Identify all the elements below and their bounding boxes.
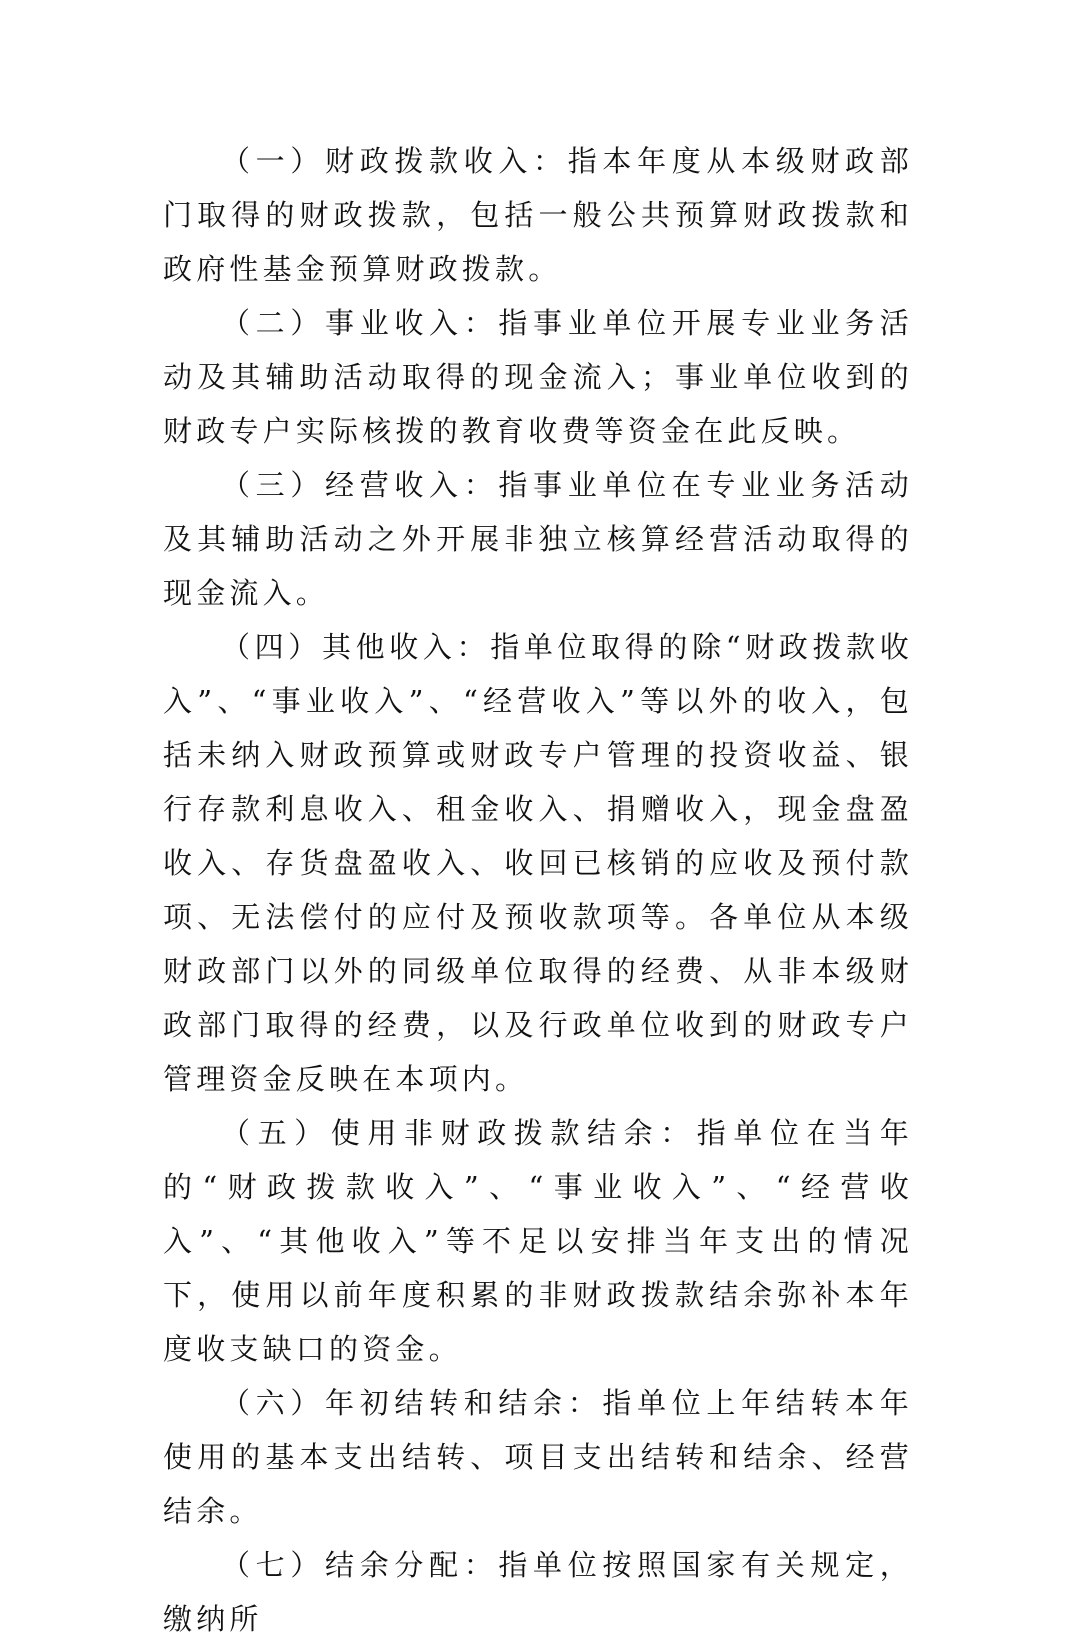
paragraph-business-income: （二）事业收入：指事业单位开展专业业务活动及其辅助活动取得的现金流入；事业单位收到的财政专户实际核拨的教育收费等资金在此反映。 xyxy=(163,306,913,448)
paragraph-non-fiscal-surplus-use: （五）使用非财政拨款结余：指单位在当年的“财政拨款收入”、“事业收入”、“经营收入”、“其他收入”等不足以安排当年支出的情况下，使用以前年度积累的非财政拨款结余弥补本年度收支缺口的资金。 xyxy=(163,1116,913,1366)
paragraph-opening-carryover: （六）年初结转和结余：指单位上年结转本年使用的基本支出结转、项目支出结转和结余、经营结余。 xyxy=(163,1386,913,1528)
paragraph-other-income: （四）其他收入：指单位取得的除“财政拨款收入”、“事业收入”、“经营收入”等以外的收入，包括未纳入财政预算或财政专户管理的投资收益、银行存款利息收入、租金收入、捐赠收入，现金盘盈收入、存货盘盈收入、收回已核销的应收及预付款项、无法偿付的应付及预收款项等。各单位从本级财政部门以外的同级单位取得的经费、从非本级财政部门取得的经费，以及行政单位收到的财政专户管理资金反映在本项内。 xyxy=(163,630,913,1096)
document-body xyxy=(163,134,913,1646)
paragraph-fiscal-appropriation-income: （一）财政拨款收入：指本年度从本级财政部门取得的财政拨款，包括一般公共预算财政拨款和政府性基金预算财政拨款。 xyxy=(163,144,913,286)
paragraph-operating-income: （三）经营收入：指事业单位在专业业务活动及其辅助活动之外开展非独立核算经营活动取得的现金流入。 xyxy=(163,468,913,610)
paragraph-surplus-distribution: （七）结余分配：指单位按照国家有关规定，缴纳所 xyxy=(163,1548,913,1636)
